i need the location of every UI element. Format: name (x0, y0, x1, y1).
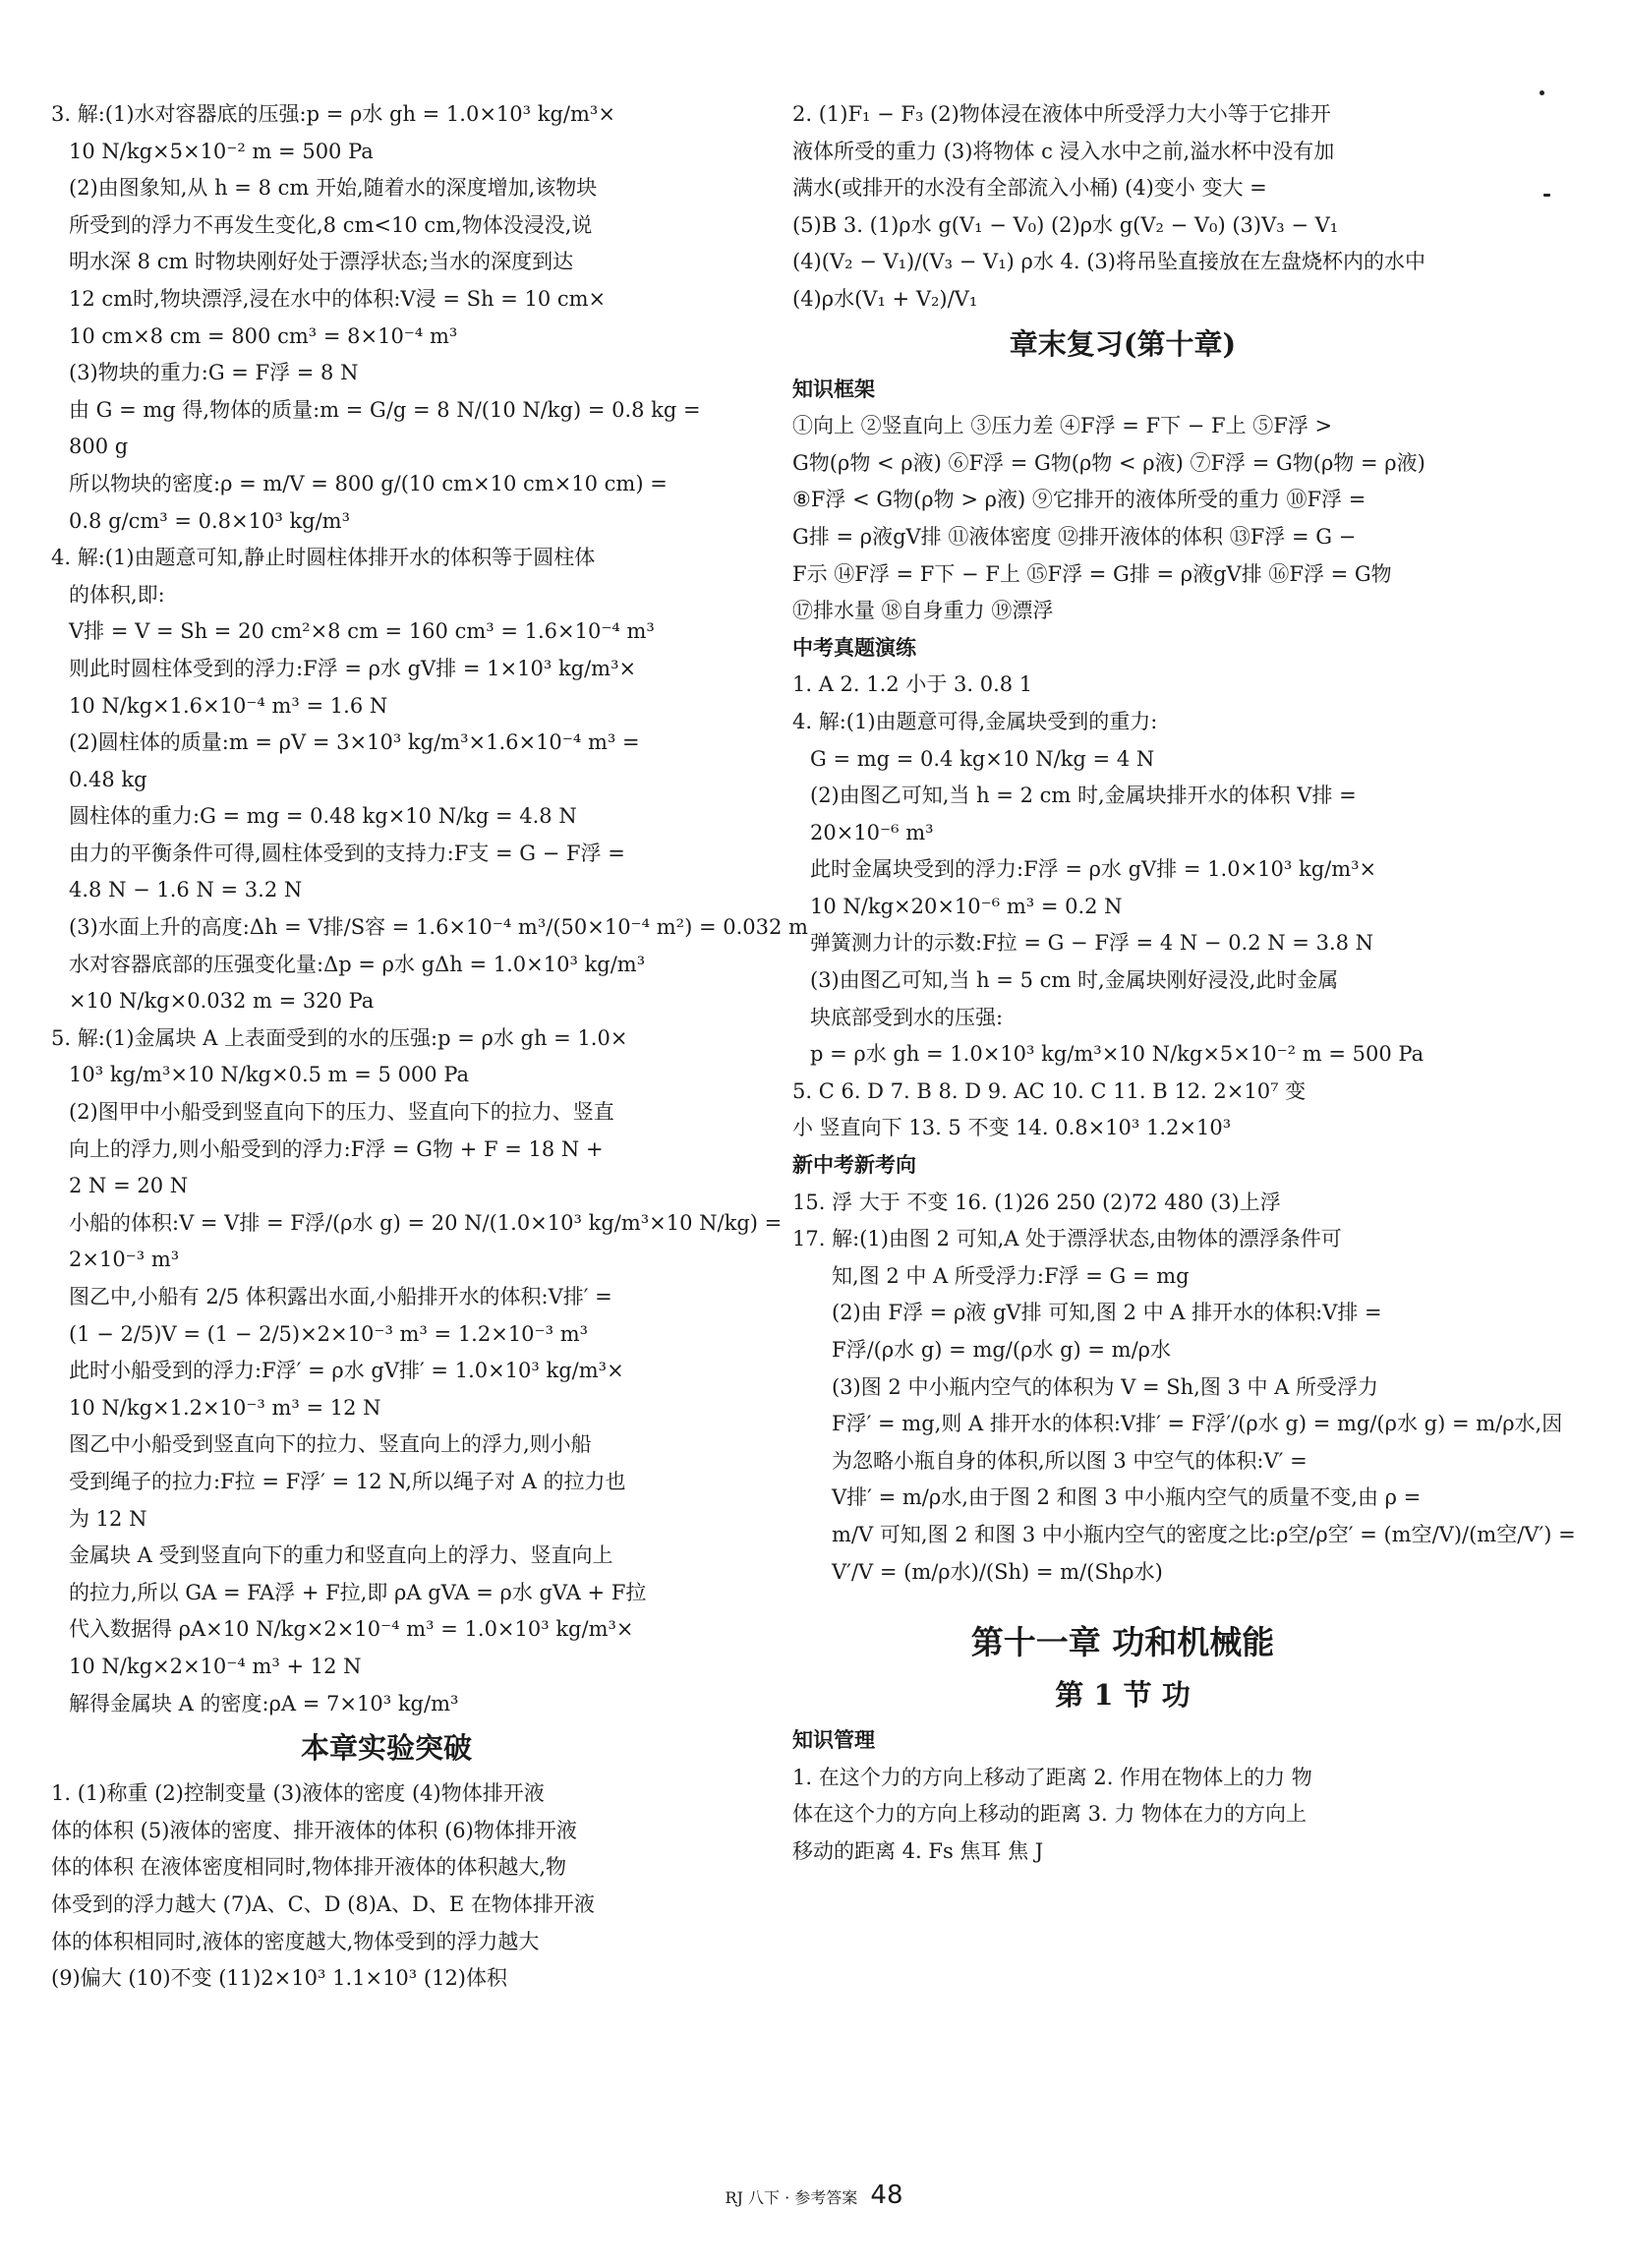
text-line: (2)由图乙可知,当 h = 2 cm 时,金属块排开水的体积 V排 = (810, 784, 1357, 808)
text-line: 3. 解:(1)水对容器底的压强:p = ρ水 gh = 1.0×10³ kg/m³× (51, 102, 615, 126)
text-line: 向上的浮力,则小船受到的浮力:F浮 = G物 + F = 18 N + (69, 1136, 604, 1161)
footer-label: RJ 八下 · 参考答案 (725, 2188, 858, 2207)
text-line: 1. (1)称重 (2)控制变量 (3)液体的密度 (4)物体排开液 (51, 1781, 545, 1806)
text-line: 体的体积 在液体密度相同时,物体排开液体的体积越大,物 (51, 1855, 567, 1880)
text-line: 17. 解:(1)由图 2 可知,A 处于漂浮状态,由物体的漂浮条件可 (792, 1227, 1342, 1251)
text-line: 0.48 kg (69, 767, 147, 791)
text-line: 受到绳子的拉力:F拉 = F浮′ = 12 N,所以绳子对 A 的拉力也 (69, 1469, 626, 1493)
text-line: F浮/(ρ水 g) = mg/(ρ水 g) = m/ρ水 (832, 1338, 1172, 1362)
text-line: 此时小船受到的浮力:F浮′ = ρ水 gV排′ = 1.0×10³ kg/m³× (69, 1359, 624, 1383)
text-line: G = mg = 0.4 kg×10 N/kg = 4 N (810, 746, 1155, 771)
text-line: 1. A 2. 1.2 小于 3. 0.8 1 (792, 672, 1033, 697)
page-footer (0, 2181, 1628, 2210)
text-line: G排 = ρ液gV排 ⑪液体密度 ⑫排开液体的体积 ⑬F浮 = G − (792, 524, 1357, 549)
subsection-heading: 知识管理 (792, 1728, 875, 1753)
text-line: V排′ = m/ρ水,由于图 2 和图 3 中小瓶内空气的质量不变,由 ρ = (832, 1485, 1422, 1510)
subsection-heading: 中考真题演练 (792, 635, 916, 660)
subsection-heading: 知识框架 (792, 377, 875, 401)
text-line: 10³ kg/m³×10 N/kg×0.5 m = 5 000 Pa (69, 1063, 470, 1087)
text-line: (4)(V₂ − V₁)/(V₃ − V₁) ρ水 4. (3)将吊坠直接放在左盘烧杯内的水中 (792, 250, 1425, 274)
text-line: V排 = V = Sh = 20 cm²×8 cm = 160 cm³ = 1.6×10⁻⁴ m³ (69, 619, 655, 644)
margin-mark (1543, 194, 1550, 197)
text-line: 则此时圆柱体受到的浮力:F浮 = ρ水 gV排 = 1×10³ kg/m³× (69, 656, 637, 680)
text-line: 小船的体积:V = V排 = F浮/(ρ水 g) = 20 N/(1.0×10³ kg/m³×10 N/kg) = (69, 1210, 783, 1235)
text-line: 体的体积相同时,液体的密度越大,物体受到的浮力越大 (51, 1929, 540, 1953)
text-line: 知,图 2 中 A 所受浮力:F浮 = G = mg (832, 1263, 1190, 1288)
text-line: 所受到的浮力不再发生变化,8 cm<10 cm,物体没浸没,说 (69, 212, 593, 237)
text-line: 10 cm×8 cm = 800 cm³ = 8×10⁻⁴ m³ (69, 323, 458, 348)
text-line: 4. 解:(1)由题意可知,静止时圆柱体排开水的体积等于圆柱体 (51, 546, 596, 570)
text-line: ①向上 ②竖直向上 ③压力差 ④F浮 = F下 − F上 ⑤F浮 > (792, 414, 1333, 438)
text-line: (2)由 F浮 = ρ液 gV排 可知,图 2 中 A 排开水的体积:V排 = (832, 1301, 1382, 1325)
text-line: 水对容器底部的压强变化量:Δp = ρ水 gΔh = 1.0×10³ kg/m³ (69, 952, 646, 976)
section-heading: 本章实验突破 (300, 1731, 472, 1766)
text-line: 800 g (69, 435, 129, 459)
text-line: (4)ρ水(V₁ + V₂)/V₁ (792, 286, 978, 311)
section-heading: 第十一章 功和机械能 (970, 1623, 1275, 1662)
text-line: p = ρ水 gh = 1.0×10³ kg/m³×10 N/kg×5×10⁻² m = 500 Pa (810, 1042, 1424, 1067)
text-line: 小 竖直向下 13. 5 不变 14. 0.8×10³ 1.2×10³ (792, 1116, 1232, 1140)
text-line: m/V 可知,图 2 和图 3 中小瓶内空气的密度之比:ρ空/ρ空′ = (m空/V)/(m空/V′) = (832, 1522, 1576, 1546)
text-line: 20×10⁻⁶ m³ (810, 820, 934, 844)
text-line: ⑧F浮 < G物(ρ物 > ρ液) ⑨它排开的液体所受的重力 ⑩F浮 = (792, 488, 1366, 512)
text-line: 由力的平衡条件可得,圆柱体受到的支持力:F支 = G − F浮 = (69, 841, 625, 865)
text-line: (1 − 2/5)V = (1 − 2/5)×2×10⁻³ m³ = 1.2×10⁻³ m³ (69, 1321, 589, 1346)
text-line: (2)由图象知,从 h = 8 cm 开始,随着水的深度增加,该物块 (69, 176, 598, 201)
text-line: 为忽略小瓶自身的体积,所以图 3 中空气的体积:V′ = (832, 1448, 1308, 1473)
text-line: (5)B 3. (1)ρ水 g(V₁ − V₀) (2)ρ水 g(V₂ − V₀) (3)V₃ − V₁ (792, 212, 1339, 237)
text-line: 代入数据得 ρA×10 N/kg×2×10⁻⁴ m³ = 1.0×10³ kg/m³× (69, 1617, 634, 1642)
text-line: F示 ⑭F浮 = F下 − F上 ⑮F浮 = G排 = ρ液gV排 ⑯F浮 = G物 (792, 561, 1392, 586)
text-line: 液体所受的重力 (3)将物体 c 浸入水中之前,溢水杯中没有加 (792, 139, 1335, 163)
text-line: 12 cm时,物块漂浮,浸在水中的体积:V浸 = Sh = 10 cm× (69, 286, 607, 311)
page-number: 48 (870, 2181, 903, 2210)
text-line: 体受到的浮力越大 (7)A、C、D (8)A、D、E 在物体排开液 (51, 1891, 595, 1916)
text-line: ×10 N/kg×0.032 m = 320 Pa (69, 989, 375, 1014)
section-heading: 第 1 节 功 (1055, 1678, 1191, 1713)
text-line: (2)图甲中小船受到竖直向下的压力、竖直向下的拉力、竖直 (69, 1100, 614, 1125)
subsection-heading: 新中考新考向 (792, 1153, 916, 1178)
text-line: 2 N = 20 N (69, 1174, 189, 1198)
text-line: 10 N/kg×2×10⁻⁴ m³ + 12 N (69, 1654, 362, 1678)
text-line: 10 N/kg×1.2×10⁻³ m³ = 12 N (69, 1395, 381, 1420)
text-line: (3)由图乙可知,当 h = 5 cm 时,金属块刚好浸没,此时金属 (810, 968, 1339, 993)
text-line: 2. (1)F₁ − F₃ (2)物体浸在液体中所受浮力大小等于它排开 (792, 102, 1331, 126)
text-line: 5. 解:(1)金属块 A 上表面受到的水的压强:p = ρ水 gh = 1.0× (51, 1025, 628, 1050)
margin-mark (1540, 90, 1544, 95)
section-heading: 章末复习(第十章) (1009, 326, 1237, 361)
text-line: 15. 浮 大于 不变 16. (1)26 250 (2)72 480 (3)上浮 (792, 1190, 1281, 1214)
text-line: 体在这个力的方向上移动的距离 3. 力 物体在力的方向上 (792, 1802, 1308, 1827)
text-line: 的体积,即: (69, 582, 165, 607)
text-line: 10 N/kg×5×10⁻² m = 500 Pa (69, 139, 374, 163)
text-line: 圆柱体的重力:G = mg = 0.48 kg×10 N/kg = 4.8 N (69, 804, 577, 829)
text-line: ⑰排水量 ⑱自身重力 ⑲漂浮 (792, 599, 1054, 623)
text-line: 由 G = mg 得,物体的质量:m = G/g = 8 N/(10 N/kg) = 0.8 kg = (69, 397, 701, 422)
text-line: (9)偏大 (10)不变 (11)2×10³ 1.1×10³ (12)体积 (51, 1966, 507, 1991)
text-line: 此时金属块受到的浮力:F浮 = ρ水 gV排 = 1.0×10³ kg/m³× (810, 857, 1377, 882)
text-line: 弹簧测力计的示数:F拉 = G − F浮 = 4 N − 0.2 N = 3.8 N (810, 931, 1374, 956)
left-column (51, 96, 808, 1998)
text-line: 图乙中小船受到竖直向下的拉力、竖直向上的浮力,则小船 (69, 1432, 592, 1457)
text-line: 图乙中,小船有 2/5 体积露出水面,小船排开水的体积:V排′ = (69, 1285, 612, 1308)
right-column (792, 96, 1576, 1871)
text-line: 10 N/kg×1.6×10⁻⁴ m³ = 1.6 N (69, 693, 388, 718)
text-line: 0.8 g/cm³ = 0.8×10³ kg/m³ (69, 508, 351, 533)
text-line: 5. C 6. D 7. B 8. D 9. AC 10. C 11. B 12. 2×10⁷ 变 (792, 1078, 1307, 1103)
text-line: 4.8 N − 1.6 N = 3.2 N (69, 878, 303, 902)
text-line: 的拉力,所以 GA = FA浮 + F拉,即 ρA gVA = ρ水 gVA + F拉 (69, 1580, 647, 1604)
text-line: 所以物块的密度:ρ = m/V = 800 g/(10 cm×10 cm×10 cm) = (69, 471, 668, 495)
text-line: F浮′ = mg,则 A 排开水的体积:V排′ = F浮′/(ρ水 g) = mg/(ρ水 g) = m/ρ水,因 (832, 1412, 1563, 1436)
text-line: 解得金属块 A 的密度:ρA = 7×10³ kg/m³ (69, 1691, 459, 1716)
text-line: 明水深 8 cm 时物块刚好处于漂浮状态;当水的深度到达 (69, 250, 574, 274)
text-line: (2)圆柱体的质量:m = ρV = 3×10³ kg/m³×1.6×10⁻⁴ m³ = (69, 730, 640, 755)
text-line: (3)图 2 中小瓶内空气的体积为 V = Sh,图 3 中 A 所受浮力 (832, 1374, 1379, 1399)
text-line: 2×10⁻³ m³ (69, 1248, 180, 1272)
text-line: (3)水面上升的高度:Δh = V排/S容 = 1.6×10⁻⁴ m³/(50×10⁻⁴ m²) = 0.032 m (69, 915, 808, 940)
text-line: 金属块 A 受到竖直向下的重力和竖直向上的浮力、竖直向上 (69, 1543, 613, 1568)
text-line: G物(ρ物 < ρ液) ⑥F浮 = G物(ρ物 < ρ液) ⑦F浮 = G物(ρ物 = ρ液) (792, 450, 1425, 475)
text-line: 4. 解:(1)由题意可得,金属块受到的重力: (792, 709, 1158, 733)
text-line: 为 12 N (69, 1506, 147, 1531)
text-line: 体的体积 (5)液体的密度、排开液体的体积 (6)物体排开液 (51, 1818, 577, 1842)
text-line: V′/V = (m/ρ水)/(Sh) = m/(Shρ水) (832, 1559, 1163, 1584)
text-line: 块底部受到水的压强: (810, 1005, 1004, 1029)
text-line: 1. 在这个力的方向上移动了距离 2. 作用在物体上的力 物 (792, 1765, 1312, 1789)
text-line: 移动的距离 4. Fs 焦耳 焦 J (792, 1838, 1044, 1863)
text-line: (3)物块的重力:G = F浮 = 8 N (69, 361, 359, 385)
text-line: 满水(或排开的水没有全部流入小桶) (4)变小 变大 = (792, 176, 1267, 201)
text-line: 10 N/kg×20×10⁻⁶ m³ = 0.2 N (810, 894, 1123, 918)
